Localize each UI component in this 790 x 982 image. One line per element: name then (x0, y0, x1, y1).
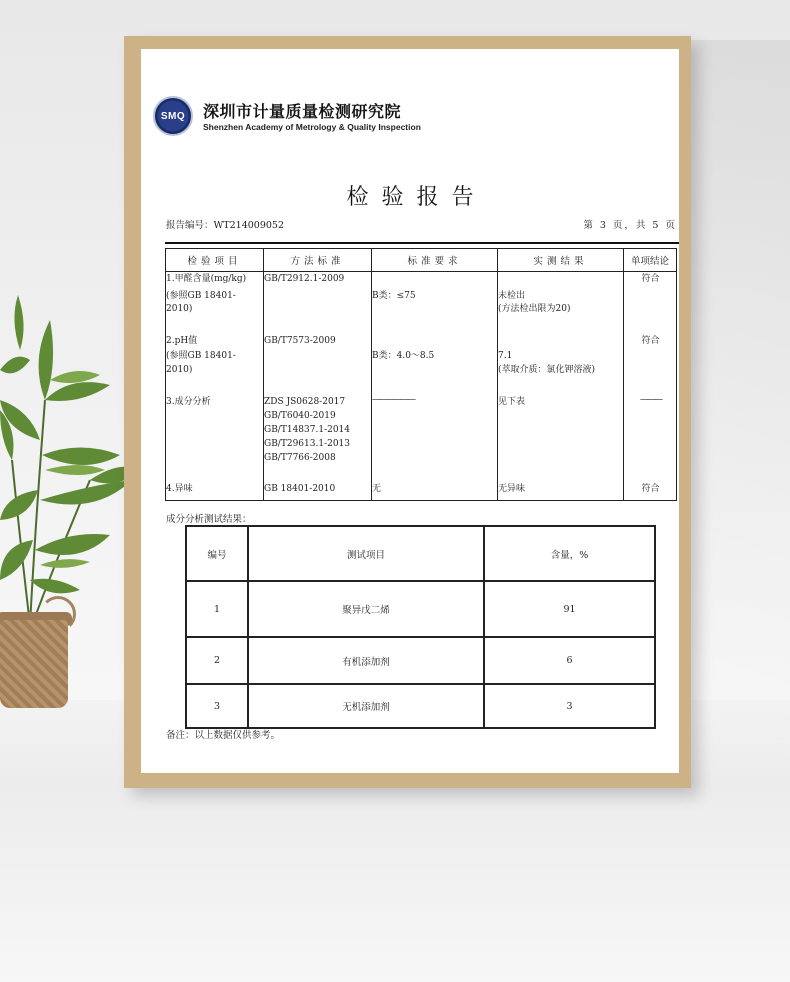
remark-note: 备注：以上数据仅供参考。 (166, 730, 281, 741)
conclusion-1: 符合 (641, 274, 660, 284)
row-2-item: 有机添加剂 (248, 637, 484, 684)
requirement-3: —————— (372, 395, 414, 405)
composition-header-row (186, 526, 655, 581)
result-4: 无异味 (498, 484, 526, 494)
requirement-column (372, 272, 498, 501)
table-row (186, 581, 655, 637)
row-2-no: 2 (186, 637, 248, 684)
inspection-table-body (166, 272, 677, 501)
result-1-line-2: (方法检出限为20) (498, 304, 571, 314)
conclusion-2: 符合 (641, 336, 660, 346)
header-requirement: 标准要求 (372, 249, 498, 272)
item-2-line-2: (参照GB 18401- (166, 351, 236, 361)
result-1-line-1: 未检出 (498, 291, 526, 301)
smq-logo-icon (153, 96, 193, 136)
row-2-content: 6 (484, 637, 655, 684)
report-number: 报告编号：WT214009052 (166, 220, 284, 231)
method-3-line-1: ZDS JS0628-2017 (264, 397, 346, 407)
result-column (498, 272, 624, 501)
inspection-table-header (166, 249, 677, 272)
method-2: GB/T7573-2009 (264, 336, 336, 346)
item-4-line-1: 4.异味 (166, 484, 193, 494)
header-result: 实测结果 (498, 249, 624, 272)
requirement-2: B类：4.0～8.5 (372, 351, 435, 361)
row-3-item: 无机添加剂 (248, 684, 484, 728)
header-conclusion: 单项结论 (624, 249, 677, 272)
report-title: 检验报告 (346, 185, 487, 210)
org-name-cn: 深圳市计量质量检测研究院 (203, 102, 402, 121)
requirement-4: 无 (372, 484, 382, 494)
item-1-line-2: (参照GB 18401- (166, 291, 236, 301)
header-method: 方法标准 (264, 249, 372, 272)
method-3-line-5: GB/T7766-2008 (264, 453, 336, 463)
method-column (264, 272, 372, 501)
result-2-line-1: 7.1 (498, 351, 513, 361)
wicker-basket (0, 620, 68, 708)
inspection-table (165, 248, 677, 501)
composition-label: 成分分析测试结果： (166, 514, 252, 525)
composition-header-no: 编号 (186, 526, 248, 581)
method-3-line-4: GB/T29613.1-2013 (264, 439, 351, 449)
row-1-item: 聚异戊二烯 (248, 581, 484, 637)
composition-table (185, 525, 656, 729)
header-rule (165, 242, 679, 244)
conclusion-3: ——— (640, 395, 661, 405)
row-3-no: 3 (186, 684, 248, 728)
composition-header-item: 测试项目 (248, 526, 484, 581)
method-3-line-2: GB/T6040-2019 (264, 411, 336, 421)
result-3: 见下表 (498, 397, 526, 407)
item-1-line-1: 1.甲醛含量(mg/kg) (166, 274, 247, 284)
method-1: GB/T2912.1-2009 (264, 274, 345, 284)
row-1-no: 1 (186, 581, 248, 637)
item-column (166, 272, 264, 501)
row-3-content: 3 (484, 684, 655, 728)
method-4: GB 18401-2010 (264, 484, 336, 494)
page-info: 第 3 页，共 5 页 (583, 220, 677, 231)
row-1-content: 91 (484, 581, 655, 637)
report-paper (141, 49, 679, 773)
header-item: 检验项目 (166, 249, 264, 272)
wall-shadow (690, 40, 790, 740)
item-3-line-1: 3.成分分析 (166, 397, 211, 407)
conclusion-4: 符合 (641, 484, 660, 494)
org-name-en: Shenzhen Academy of Metrology & Quality Inspection (203, 122, 421, 132)
composition-header-content: 含量，% (484, 526, 655, 581)
table-row (186, 684, 655, 728)
logo-abbr: SMQ (160, 110, 186, 122)
item-2-line-3: 2010) (166, 365, 193, 375)
item-1-line-3: 2010) (166, 304, 193, 314)
table-row (186, 637, 655, 684)
result-2-line-2: (萃取介质：氯化钾溶液) (498, 365, 596, 375)
item-2-line-1: 2.pH值 (166, 336, 198, 346)
conclusion-column (624, 272, 677, 501)
method-3-line-3: GB/T14837.1-2014 (264, 425, 351, 435)
requirement-1: B类：≤75 (372, 291, 416, 301)
